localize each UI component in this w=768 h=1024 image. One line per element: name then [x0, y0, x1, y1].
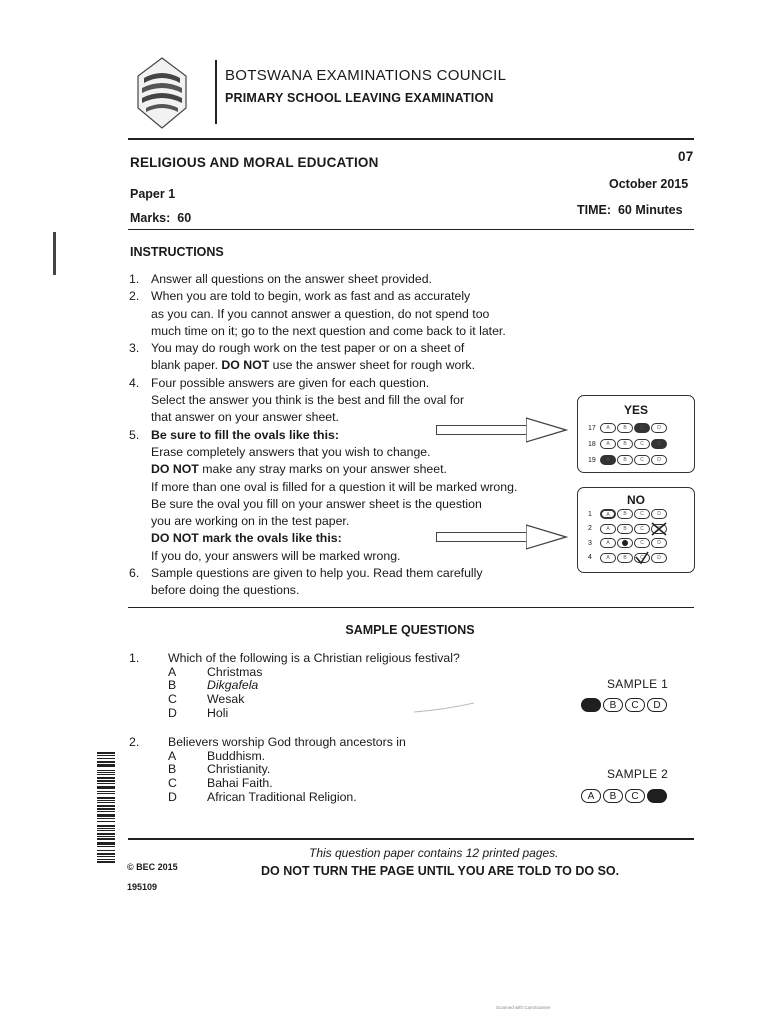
- paper-serial: 195109: [127, 882, 158, 892]
- instruction-line: [129, 323, 559, 340]
- answer-oval: D: [651, 423, 667, 433]
- sample-question-2: [129, 736, 549, 804]
- example-no-row: [588, 552, 668, 564]
- scan-mark: [53, 232, 56, 275]
- instruction-line: [129, 375, 559, 392]
- instruction-number: 5.: [129, 427, 140, 442]
- instruction-line: [129, 461, 559, 478]
- option-row: [129, 693, 549, 707]
- instruction-line: [129, 392, 559, 409]
- time: [577, 203, 683, 217]
- turn-page-warning: DO NOT TURN THE PAGE UNTIL YOU ARE TOLD TO DO SO.: [261, 864, 620, 878]
- option-text: Holi: [207, 705, 229, 720]
- answer-oval: [581, 698, 601, 712]
- barcode-bar: [97, 783, 115, 784]
- row-number: 17: [588, 424, 596, 432]
- barcode-bar: [97, 821, 115, 822]
- answer-oval: B: [617, 423, 633, 433]
- barcode-bar: [97, 780, 115, 782]
- instruction-number: 2.: [129, 289, 140, 304]
- instruction-text-part: make any stray marks on your answer sheet.: [198, 462, 447, 477]
- sample-2-answer: [581, 787, 669, 805]
- barcode-bar: [97, 805, 115, 807]
- question-stem: Which of the following is a Christian religious festival?: [168, 651, 460, 665]
- barcode-bar: [97, 814, 115, 817]
- answer-oval: A: [600, 509, 616, 519]
- answer-oval: B: [617, 439, 633, 449]
- instruction-text: [151, 427, 339, 444]
- example-yes-title: YES: [623, 403, 648, 417]
- option-row: [129, 707, 549, 721]
- option-row: [129, 763, 549, 777]
- marks-label: Marks:: [130, 211, 171, 225]
- answer-oval: C: [634, 538, 650, 548]
- row-number: 18: [588, 440, 596, 448]
- answer-oval: B: [617, 553, 633, 563]
- row-number: 3: [588, 539, 592, 547]
- instruction-line: [129, 288, 559, 305]
- answer-oval: A: [600, 439, 616, 449]
- option-text: Bahai Faith.: [207, 776, 273, 791]
- instructions-rule: [128, 607, 694, 608]
- sample-2-label: SAMPLE 2: [607, 767, 669, 781]
- instruction-line: [129, 565, 559, 582]
- barcode-bar: [97, 774, 115, 775]
- barcode-bar: [97, 786, 115, 789]
- option-letter: B: [168, 678, 177, 693]
- option-text: Christmas: [207, 664, 263, 679]
- paper-code: 07: [678, 149, 694, 164]
- instruction-number: 1.: [129, 272, 140, 286]
- instruction-text-part: use the answer sheet for rough work.: [269, 358, 475, 373]
- barcode-bar: [97, 793, 115, 794]
- barcode-bar: [97, 752, 115, 754]
- answer-oval: A: [600, 524, 616, 534]
- instruction-text: much time on it; go to the next question and come back to it later.: [151, 323, 506, 338]
- option-text: Buddhism.: [207, 748, 266, 763]
- instruction-number: 3.: [129, 341, 140, 356]
- instructions-list: [129, 271, 559, 600]
- instruction-text: Sample questions are given to help you. Read them carefully: [151, 566, 483, 581]
- instruction-number: 4.: [129, 375, 140, 390]
- barcode-bar: [97, 800, 115, 801]
- barcode-bar: [97, 764, 115, 767]
- instruction-line: [129, 513, 559, 530]
- answer-oval: [647, 789, 667, 803]
- answer-oval: A: [600, 538, 616, 548]
- sample-1-label: SAMPLE 1: [607, 677, 669, 691]
- barcode-bar: [97, 770, 115, 771]
- answer-oval: D: [651, 509, 667, 519]
- row-number: 2: [588, 525, 592, 532]
- arrow-right-icon: [526, 523, 568, 551]
- sample-question-1: [129, 652, 549, 720]
- top-rule: [128, 138, 694, 140]
- answer-oval: D: [651, 455, 667, 465]
- question-number: 2.: [129, 735, 140, 749]
- instruction-text: Four possible answers are given for each question.: [151, 375, 430, 390]
- answer-oval: D: [651, 538, 667, 548]
- instruction-text: Select the answer you think is the best and fill the oval for: [151, 393, 465, 408]
- barcode-bar: [97, 853, 115, 855]
- example-no-row: [588, 508, 668, 520]
- instruction-text: Be sure the oval you fill on your answer sheet is the question: [151, 496, 482, 511]
- marks: [130, 211, 191, 225]
- exam-name: PRIMARY SCHOOL LEAVING EXAMINATION: [225, 91, 494, 105]
- council-name: BOTSWANA EXAMINATIONS COUNCIL: [225, 67, 507, 84]
- pages-note: This question paper contains 12 printed pages.: [309, 846, 559, 860]
- option-letter: C: [168, 776, 177, 791]
- answer-oval: C: [634, 423, 650, 433]
- option-row: [129, 666, 549, 680]
- barcode: [97, 752, 115, 864]
- dot-mark: [622, 540, 628, 546]
- arrow-right-icon: [526, 416, 568, 444]
- stray-mark: [412, 700, 476, 716]
- option-letter: D: [168, 705, 177, 720]
- barcode-bar: [97, 818, 115, 819]
- arrow-shaft-yes: [436, 425, 528, 435]
- answer-oval: A: [600, 423, 616, 433]
- barcode-bar: [97, 846, 115, 847]
- instruction-emphasis: Be sure to fill the ovals like this:: [151, 427, 339, 442]
- option-text: African Traditional Religion.: [207, 789, 357, 804]
- instruction-text: Answer all questions on the answer sheet provided.: [151, 272, 432, 286]
- instruction-text: When you are told to begin, work as fast and as accurately: [151, 289, 471, 304]
- instruction-text: [151, 530, 342, 547]
- copyright: © BEC 2015: [127, 862, 178, 872]
- instruction-line: [129, 340, 559, 357]
- barcode-bar: [97, 797, 115, 799]
- answer-oval: C: [625, 698, 645, 712]
- example-no-row: [588, 523, 668, 535]
- instruction-line: [129, 271, 559, 288]
- barcode-bar: [97, 755, 115, 756]
- example-no-box: [577, 487, 695, 573]
- instruction-text: that answer on your answer sheet.: [151, 410, 339, 425]
- barcode-bar: [97, 761, 115, 763]
- barcode-bar: [97, 777, 115, 779]
- header-divider: [215, 60, 217, 124]
- question-stem: Believers worship God through ancestors in: [168, 735, 406, 749]
- barcode-bar: [97, 828, 115, 829]
- answer-oval: C: [634, 553, 650, 563]
- option-row: [129, 679, 549, 693]
- barcode-bar: [97, 861, 115, 863]
- instructions-heading: INSTRUCTIONS: [130, 245, 224, 259]
- option-letter: D: [168, 789, 177, 804]
- instruction-number: 6.: [129, 566, 140, 581]
- exam-date: October 2015: [609, 177, 689, 191]
- barcode-bar: [97, 838, 115, 840]
- barcode-bar: [97, 791, 115, 792]
- example-yes-row: [588, 438, 668, 450]
- example-yes-box: [577, 395, 695, 473]
- answer-oval: C: [634, 455, 650, 465]
- instruction-line: [129, 479, 559, 496]
- paper-number: Paper 1: [130, 187, 176, 201]
- instruction-text: Erase completely answers that you wish to change.: [151, 444, 431, 459]
- option-letter: B: [168, 762, 177, 777]
- barcode-bar: [97, 830, 115, 831]
- answer-oval: D: [651, 439, 667, 449]
- subject-title: RELIGIOUS AND MORAL EDUCATION: [130, 155, 379, 170]
- sample-questions-heading: SAMPLE QUESTIONS: [345, 623, 475, 637]
- answer-oval: D: [651, 553, 667, 563]
- example-no-row: [588, 537, 668, 549]
- answer-oval: B: [617, 455, 633, 465]
- instruction-emphasis: DO NOT: [221, 358, 270, 373]
- example-yes-row: [588, 454, 668, 466]
- answer-oval: B: [603, 789, 623, 803]
- answer-oval: [617, 538, 633, 548]
- barcode-bar: [97, 758, 115, 759]
- barcode-bar: [97, 811, 115, 812]
- barcode-bar: [97, 859, 115, 860]
- footer-rule: [128, 838, 694, 840]
- example-no-title: NO: [627, 493, 645, 507]
- answer-oval: C: [625, 789, 645, 803]
- barcode-bar: [97, 850, 115, 851]
- answer-oval: B: [617, 524, 633, 534]
- instruction-line: [129, 582, 559, 599]
- tick-mark-icon: [633, 551, 651, 565]
- instruction-emphasis: mark the ovals like this:: [198, 531, 342, 546]
- instruction-line: [129, 496, 559, 513]
- barcode-bar: [97, 836, 115, 837]
- instruction-line: [129, 444, 559, 461]
- instruction-text: you are working on in the test paper.: [151, 514, 350, 529]
- answer-oval: C: [634, 524, 650, 534]
- answer-oval: D: [647, 698, 667, 712]
- bec-logo-icon: [134, 56, 190, 130]
- question-stem-row: [129, 652, 549, 666]
- instruction-text: before doing the questions.: [151, 583, 300, 598]
- instruction-text-part: blank paper.: [151, 358, 222, 373]
- question-number: 1.: [129, 651, 140, 665]
- barcode-bar: [97, 856, 115, 857]
- option-letter: C: [168, 692, 177, 707]
- instruction-line: [129, 548, 559, 565]
- sample-1-answer: [581, 696, 669, 714]
- instruction-text: You may do rough work on the test paper or on a sheet of: [151, 341, 465, 356]
- scanner-watermark: Scanned with CamScanner: [496, 1005, 551, 1010]
- barcode-bar: [97, 833, 115, 835]
- instruction-emphasis: DO NOT: [151, 462, 199, 477]
- barcode-bar: [97, 842, 115, 845]
- option-row: [129, 750, 549, 764]
- row-number: 19: [588, 456, 596, 464]
- option-row: [129, 791, 549, 805]
- answer-oval: A: [600, 553, 616, 563]
- instruction-line: [129, 306, 559, 323]
- option-text: Wesak: [207, 692, 245, 707]
- answer-oval: D: [651, 524, 667, 534]
- answer-oval: A: [600, 455, 616, 465]
- cross-mark-icon: [650, 522, 668, 536]
- instruction-text: [151, 357, 475, 374]
- question-stem-row: [129, 736, 549, 750]
- option-row: [129, 777, 549, 791]
- answer-oval: B: [617, 509, 633, 519]
- option-letter: A: [168, 664, 177, 679]
- option-text: Christianity.: [207, 762, 271, 777]
- option-letter: A: [168, 748, 177, 763]
- instruction-text: [151, 461, 447, 478]
- answer-oval: C: [634, 509, 650, 519]
- instruction-text: If you do, your answers will be marked wrong.: [151, 548, 401, 563]
- row-number: 1: [588, 510, 592, 518]
- marks-value: 60: [177, 211, 192, 225]
- details-rule: [128, 229, 694, 230]
- barcode-bar: [97, 808, 115, 810]
- instruction-text: as you can. If you cannot answer a question, do not spend too: [151, 306, 490, 321]
- barcode-bar: [97, 802, 115, 803]
- answer-oval: C: [634, 439, 650, 449]
- instruction-emphasis: DO NOT: [151, 531, 199, 546]
- time-value: 60 Minutes: [617, 203, 683, 217]
- option-text: Dikgafela: [207, 678, 259, 693]
- answer-oval: A: [581, 789, 601, 803]
- answer-oval: B: [603, 698, 623, 712]
- time-label: TIME:: [577, 203, 612, 217]
- instruction-line: [129, 357, 559, 374]
- barcode-bar: [97, 772, 115, 773]
- row-number: 4: [588, 554, 592, 561]
- arrow-shaft-no: [436, 532, 528, 542]
- barcode-bar: [97, 825, 115, 827]
- example-yes-row: [588, 422, 668, 434]
- instruction-text: If more than one oval is filled for a question it will be marked wrong.: [151, 479, 518, 494]
